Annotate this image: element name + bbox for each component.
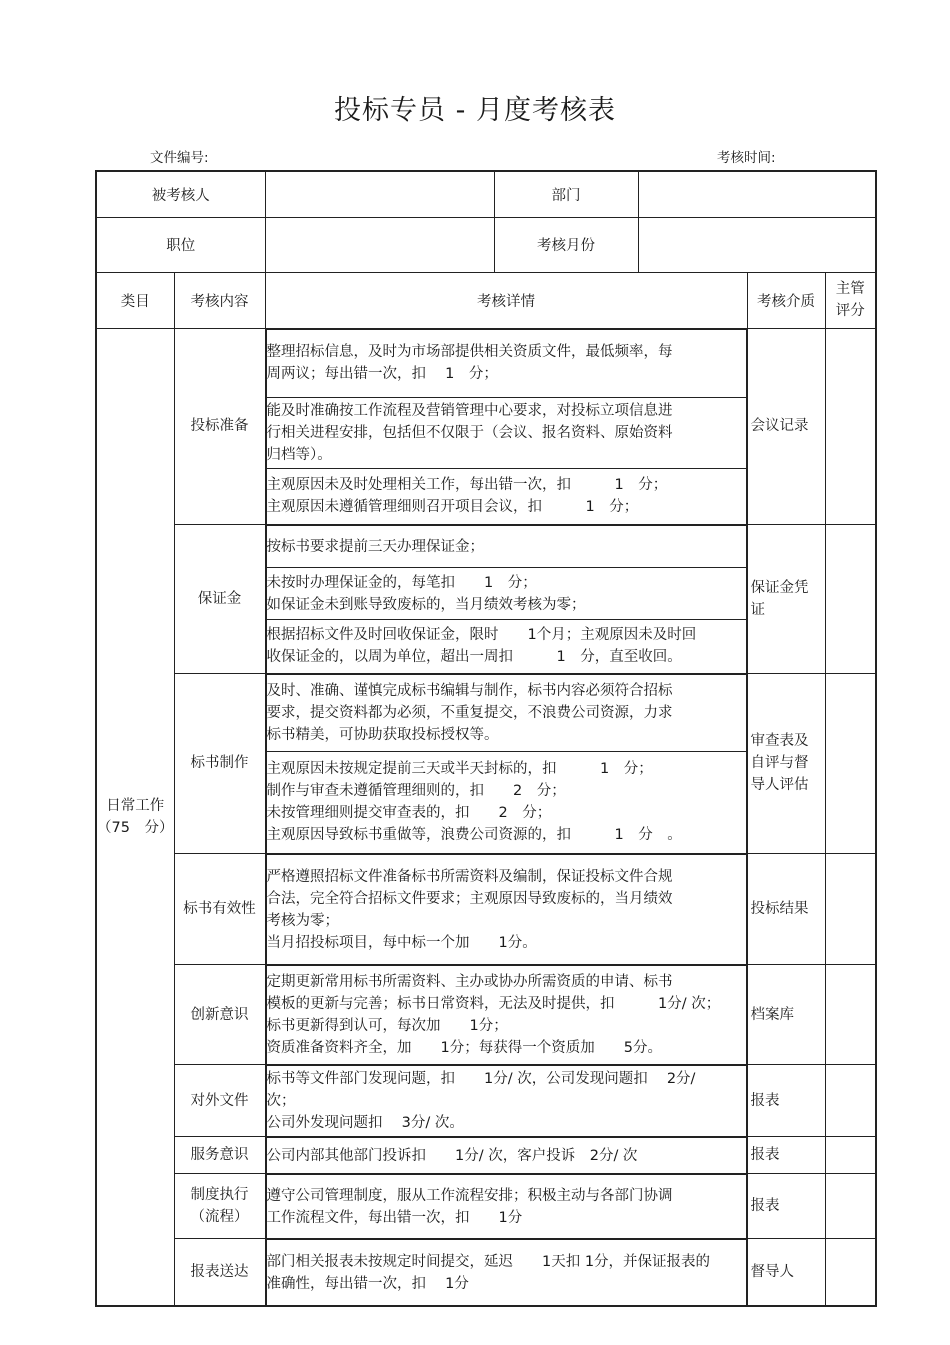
- score-cell[interactable]: [825, 673, 876, 854]
- assessment-row: [96, 525, 876, 674]
- medium-cell: 会议记录: [747, 328, 825, 525]
- content-cell: 标书制作: [174, 673, 265, 854]
- details-cell: [265, 1174, 747, 1239]
- info-row-2: [96, 217, 876, 272]
- assessment-time-label: 考核时间:: [717, 150, 776, 166]
- header-content: 考核内容: [174, 272, 265, 328]
- content-cell: 报表送达: [174, 1239, 265, 1307]
- detail-item: 遵守公司管理制度，服从工作流程安排；积极主动与各部门协调 工作流程文件，每出错一次，扣 1分: [266, 1187, 673, 1226]
- detail-item: 公司内部其他部门投诉扣 1分/ 次，客户投诉 2分/ 次: [266, 1147, 638, 1164]
- detail-item: 根据招标文件及时回收保证金，限时 1个月；主观原因未及时回 收保证金的，以周为单位，超出一周扣 1 分，直至收回。: [266, 627, 697, 666]
- details-cell: [265, 1137, 747, 1174]
- detail-item: 主观原因未及时处理相关工作，每出错一次，扣 1 分； 主观原因未遵循管理细则召开项目会议，扣 1 分；: [266, 477, 668, 516]
- content-cell: 标书有效性: [174, 854, 265, 965]
- file-number-label: 文件编号:: [150, 150, 209, 166]
- detail-item: 按标书要求提前三天办理保证金；: [266, 538, 484, 555]
- score-cell[interactable]: [825, 1239, 876, 1307]
- detail-item: 未按时办理保证金的，每笔扣 1 分； 如保证金未到账导致废标的，当月绩效考核为零；: [266, 574, 586, 613]
- details-cell: [265, 1065, 747, 1137]
- assessment-table: [95, 170, 877, 1307]
- info-row-1: [96, 171, 876, 217]
- content-cell: 制度执行 （流程）: [174, 1174, 265, 1239]
- content-cell: 对外文件: [174, 1065, 265, 1137]
- detail-item: 部门相关报表未按规定时间提交，延迟 1天扣 1分，并保证报表的 准确性，每出错一次，扣 1分: [266, 1253, 711, 1292]
- assessment-row: [96, 965, 876, 1065]
- header-medium: 考核介质: [747, 272, 825, 328]
- position-label: 职位: [96, 217, 265, 272]
- detail-item: 标书等文件部门发现问题，扣 1分/ 次，公司发现问题扣 2分/ 次； 公司外发现问题扣 3分/ 次。: [266, 1071, 696, 1131]
- score-cell[interactable]: [825, 854, 876, 965]
- detail-item: 及时、准确、谨慎完成标书编辑与制作，标书内容必须符合招标 要求，提交资料都为必须，不重复提交，不浪费公司资源，力求 标书精美，可协助获取投标授权等。: [266, 682, 673, 743]
- assessment-row: [96, 328, 876, 525]
- details-cell: [265, 328, 747, 525]
- page-title: 投标专员 - 月度考核表: [334, 95, 616, 126]
- assessment-row: [96, 854, 876, 965]
- score-cell[interactable]: [825, 328, 876, 525]
- details-cell: [265, 1239, 747, 1307]
- category-cell: 日常工作 （75 分）: [96, 328, 174, 1306]
- detail-item: 整理招标信息，及时为市场部提供相关资质文件，最低频率，每 周两议；每出错一次，扣 1 分；: [266, 344, 673, 382]
- month-label: 考核月份: [494, 217, 638, 272]
- assessee-field[interactable]: [265, 171, 494, 217]
- details-cell: [265, 673, 747, 854]
- header-details: 考核详情: [265, 272, 747, 328]
- score-cell[interactable]: [825, 1137, 876, 1174]
- content-cell: 保证金: [174, 525, 265, 674]
- score-cell[interactable]: [825, 965, 876, 1065]
- medium-cell: 保证金凭 证: [747, 525, 825, 674]
- assessment-row: [96, 1137, 876, 1174]
- score-cell[interactable]: [825, 1174, 876, 1239]
- details-cell: [265, 854, 747, 965]
- department-label: 部门: [494, 171, 638, 217]
- content-cell: 创新意识: [174, 965, 265, 1065]
- position-field[interactable]: [265, 217, 494, 272]
- details-cell: [265, 525, 747, 674]
- assessment-row: [96, 673, 876, 854]
- medium-cell: 投标结果: [747, 854, 825, 965]
- department-field[interactable]: [638, 171, 876, 217]
- month-field[interactable]: [638, 217, 876, 272]
- detail-item: 定期更新常用标书所需资料、主办或协办所需资质的申请、标书 模板的更新与完善；标书日常资料，无法及时提供，扣 1分/ 次； 标书更新得到认可，每次加 1分； 资质准备资料齐全，加 1分；每获得一个资质加 5分。: [266, 974, 721, 1056]
- medium-cell: 督导人: [747, 1239, 825, 1307]
- assessment-row: [96, 1174, 876, 1239]
- medium-cell: 档案库: [747, 965, 825, 1065]
- medium-cell: 报表: [747, 1174, 825, 1239]
- header-category: 类目: [96, 272, 174, 328]
- medium-cell: 报表: [747, 1065, 825, 1137]
- detail-item: 主观原因未按规定提前三天或半天封标的，扣 1 分； 制作与审查未遵循管理细则的，扣 2 分； 未按管理细则提交审查表的，扣 2 分； 主观原因导致标书重做等，浪费公司资源的，扣 1 分 。: [266, 761, 682, 844]
- content-cell: 服务意识: [174, 1137, 265, 1174]
- assessment-row: [96, 1239, 876, 1307]
- detail-item: 严格遵照招标文件准备标书所需资料及编制，保证投标文件合规 合法，完全符合招标文件要求；主观原因导致废标的，当月绩效 考核为零； 当月招投标项目，每中标一个加 1分。: [266, 868, 673, 951]
- assessee-label: 被考核人: [96, 171, 265, 217]
- medium-cell: 审查表及 自评与督 导人评估: [747, 673, 825, 854]
- score-cell[interactable]: [825, 525, 876, 674]
- detail-item: 能及时准确按工作流程及营销管理中心要求，对投标立项信息进 行相关进程安排，包括但不仅限于（会议、报名资料、原始资料 归档等）。: [266, 402, 673, 463]
- column-header-row: [96, 272, 876, 328]
- header-score: 主管 评分: [825, 272, 876, 328]
- assessment-row: [96, 1065, 876, 1137]
- score-cell[interactable]: [825, 1065, 876, 1137]
- medium-cell: 报表: [747, 1137, 825, 1174]
- details-cell: [265, 965, 747, 1065]
- content-cell: 投标准备: [174, 328, 265, 525]
